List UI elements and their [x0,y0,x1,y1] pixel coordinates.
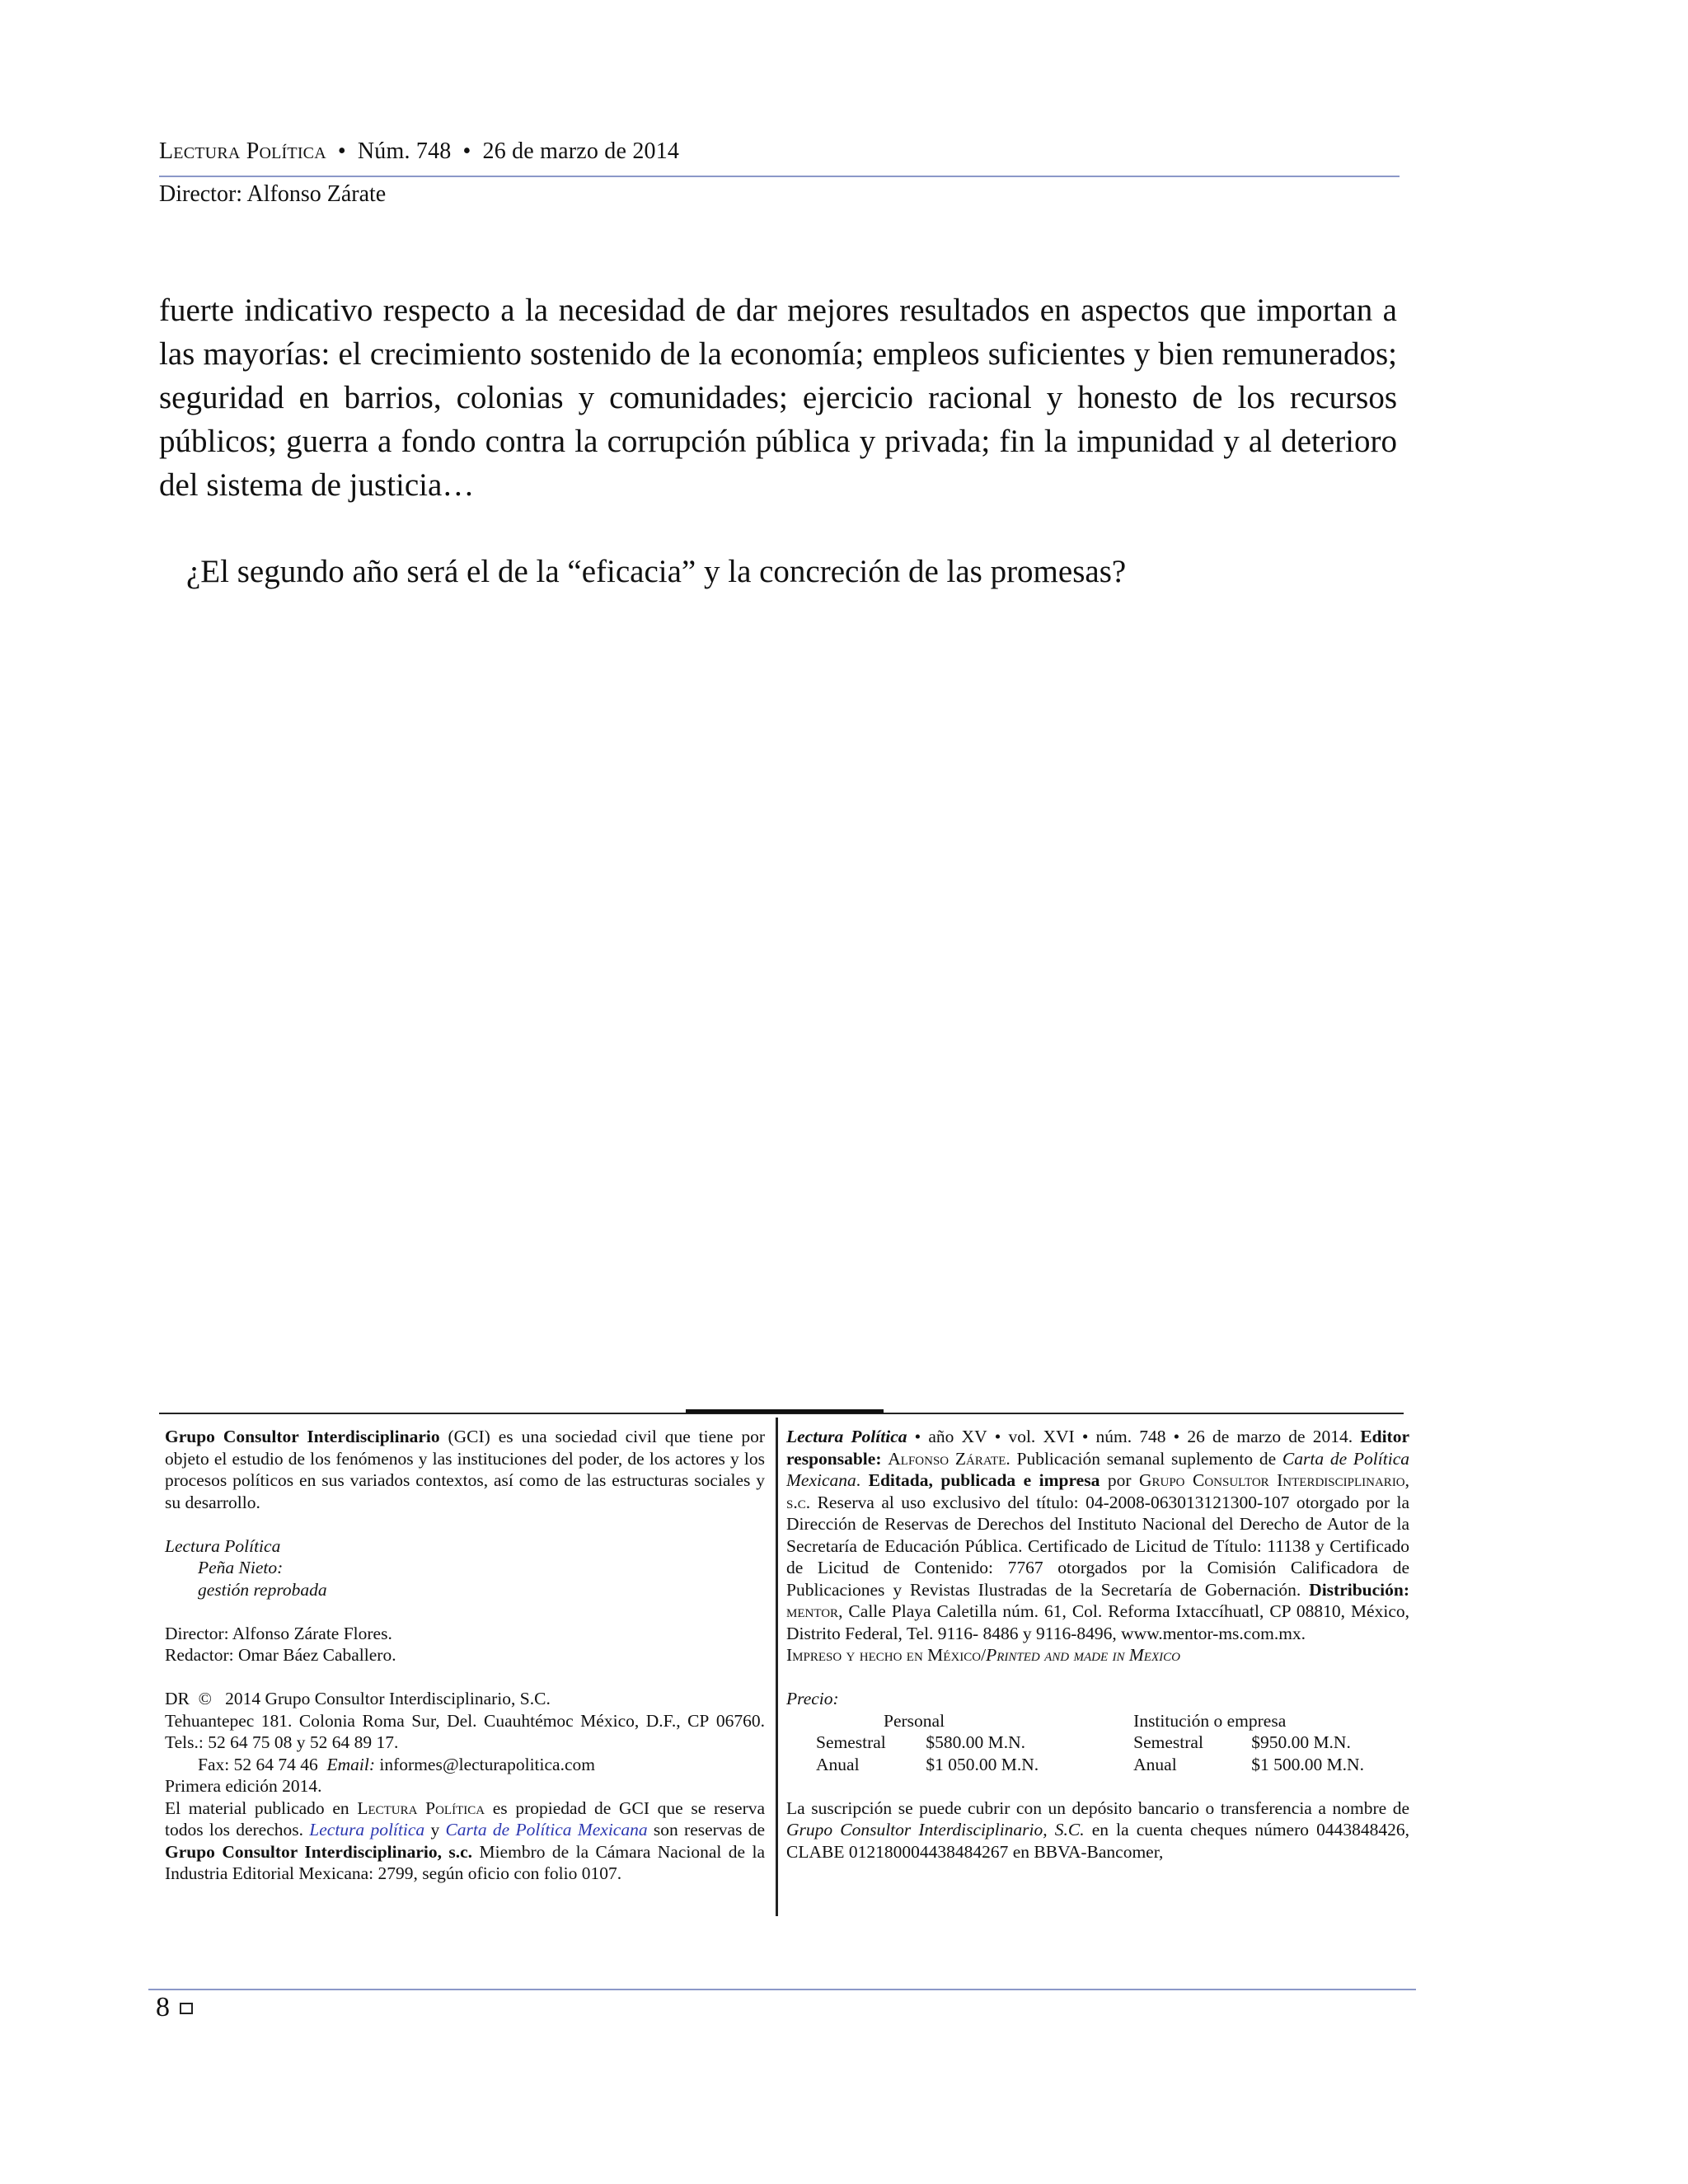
bullet-separator: • [462,138,471,164]
square-icon [180,2003,193,2014]
subscription-info: La suscripción se puede cubrir con un depósito bancario o transferencia a nombre de Grupo Consultor Interdisciplinario, S.C. en la cuenta cheques número 0443848426, CLABE 012180004438484267 en BBVA-Bancomer, [786,1797,1409,1862]
price-row: Semestral $580.00 M.N. Semestral $950.00 M.N. [816,1732,1351,1752]
fax-email: Fax: 52 64 74 46 Email: informes@lecturapolitica.com [198,1754,595,1774]
issue-publication: Lectura Política [165,1535,281,1556]
price-header-row: Personal Institución o empresa [884,1710,1287,1731]
body-question: ¿El segundo año será el de la “eficacia” y la concreción de las promesas? [186,554,1127,589]
running-header [159,138,679,165]
rights-notice: El material publicado en Lectura Política es propiedad de GCI que se reserva todos los derechos. Lectura política y Carta de Política Mexicana son reservas de Grupo Consultor Interdisciplinario, s.c. Miembro de la Cámara Nacional de la Industria Editorial Mexicana: 2799, según oficio con folio 0107. [165,1797,766,1883]
colophon-right-column [786,1426,1409,1863]
bullet-separator: • [337,138,346,164]
copyright-line: DR © 2014 Grupo Consultor Interdisciplinario, S.C. [165,1689,551,1708]
header-rule [159,176,1400,177]
redactor-credit: Redactor: Omar Báez Caballero. [165,1645,396,1665]
address: Tehuantepec 181. Colonia Roma Sur, Del. Cuauhtémoc México, D.F., CP 06760. Tels.: 52 64 75 08 y 52 64 89 17. [165,1710,766,1752]
director-credit: Director: Alfonso Zárate Flores. [165,1623,392,1643]
page-number: 8 [156,1992,170,2022]
footer-rule-accent [686,1409,884,1413]
column-divider [776,1418,778,1916]
colophon-left-column [165,1426,765,1885]
issue-title-line1: Peña Nieto: [198,1558,284,1577]
org-abbr: (GCI) [448,1427,490,1446]
carta-politica-link[interactable]: Carta de Política Mexicana [445,1820,648,1840]
body-paragraph: fuerte indicativo respecto a la necesidad de dar mejores resultados en aspectos que importan a las mayorías: el crecimiento sostenido de la economía; empleos suficientes y bien remunerados; seguridad en barrios, colonias y comunidades; ejercicio racional y honesto de los recursos públicos; guerra a fondo contra la corrupción pública y privada; fin la impunidad y al deterioro del sistema de justicia… [159,293,1397,503]
price-label: Precio: [786,1689,839,1708]
org-name: Grupo Consultor Interdisciplinario [165,1427,440,1446]
page-bottom-rule [148,1989,1416,1990]
price-table [786,1710,1409,1776]
publication-name: Lectura Política [159,138,326,164]
header-director: Director: Alfonso Zárate [159,181,387,207]
price-row: Anual $1 050.00 M.N. Anual $1 500.00 M.N. [816,1754,1364,1774]
org-desc-text: es una sociedad civil que tiene por objeto el estudio de los fenómenos y las instituciones del poder, de los actores y los procesos políticos en sus variados contextos, así como de las estructuras sociales y su desarrollo. [165,1427,766,1512]
org-description [165,1426,765,1513]
issue-title-line2: gestión reprobada [198,1579,327,1600]
lectura-politica-link[interactable]: Lectura política [309,1820,425,1840]
issue-date: 26 de marzo de 2014 [482,138,680,164]
issue-number: Núm. 748 [357,138,452,164]
legal-notice: Lectura Política • año XV • vol. XVI • núm. 748 • 26 de marzo de 2014. Editor responsable: Alfonso Zárate. Publicación semanal suplemento de Carta de Política Mexicana. Editada, publicada e impresa por Grupo Consultor Interdisciplinario, s.c. Reserva al uso exclusivo del título: 04-2008-063013121300-107 otorgado por la Dirección de Reservas de Derechos del Instituto Nacional del Derecho de Autor de la Secretaría de Educación Pública. Certificado de Licitud de Título: 11138 y Certificado de Licitud de Contenido: 7767 otorgados por la Comisión Calificadora de Publicaciones y Revistas Ilustradas de la Secretaría de Gobernación. Distribución: mentor, Calle Playa Caletilla núm. 61, Col. Reforma Ixtaccíhuatl, CP 08810, México, Distrito Federal, Tel. 9116- 8486 y 9116-8496, www.mentor-ms.com.mx. [786,1427,1410,1643]
printed-in: Impreso y hecho en México/Printed and made in Mexico [786,1645,1180,1665]
edition: Primera edición 2014. [165,1776,322,1796]
email-link[interactable]: informes@lecturapolitica.com [379,1754,595,1774]
